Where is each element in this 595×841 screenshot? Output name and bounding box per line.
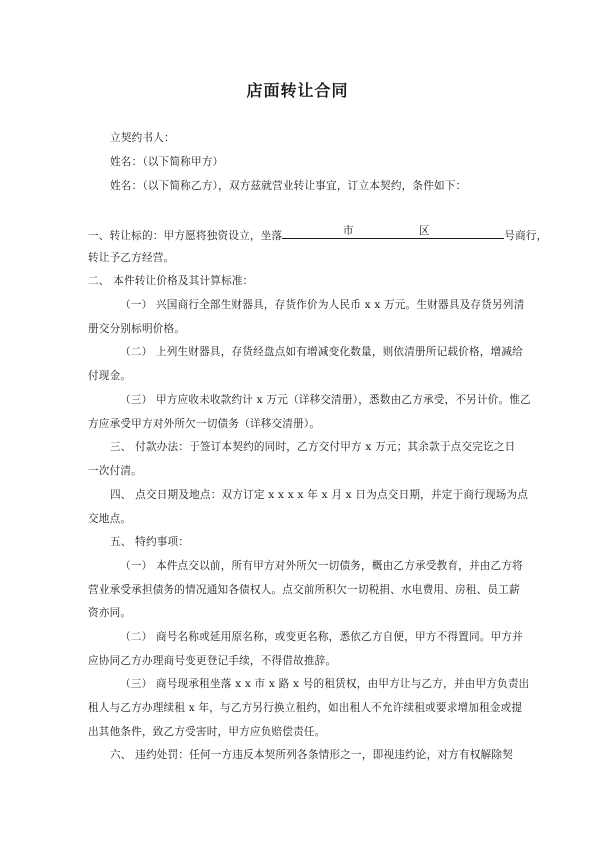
section-5-item-3-line-1: （三） 商号现承租坐落 x x 市 x 路 x 号的租赁权，由甲方让与乙方，并由甲方负责出 bbox=[120, 678, 530, 690]
section-1-prefix: 一、转让标的：甲方愿将独资设立，坐落 bbox=[88, 230, 283, 242]
document-title: 店面转让合同 bbox=[246, 81, 349, 100]
section-4-line-2: 交地点。 bbox=[88, 513, 132, 525]
section-2-item-3-line-1: （三） 甲方应收未收款约计 x 万元（详移交清册），悉数由乙方承受，不另计价。惟乙 bbox=[120, 394, 531, 406]
section-2-item-2-line-2: 付现金。 bbox=[88, 370, 132, 382]
section-1-line-2: 转让予乙方经营。 bbox=[88, 252, 175, 264]
section-5-heading: 五、 特约事项： bbox=[110, 536, 190, 548]
section-5-item-1-line-1: （一） 本件点交以前，所有甲方对外所欠一切债务，概由乙方承受教育，并由乙方将 bbox=[120, 560, 523, 572]
blank-district bbox=[414, 227, 434, 239]
section-5-item-2-line-1: （二） 商号名称或延用原名称，或变更名称，悉依乙方自便，甲方不得置同。甲方并 bbox=[120, 631, 523, 643]
section-5-item-3-line-2: 租人与乙方办理续租 x 年，与乙方另行换立租约，如出租人不允许续租或要求增加租金或提 bbox=[88, 702, 523, 714]
section-2-heading: 二、 本件转让价格及其计算标准： bbox=[88, 275, 254, 287]
section-3-line-2: 一次付清。 bbox=[88, 465, 142, 477]
section-4-line-1: 四、 点交日期及地点：双方订定 x x x x 年 x 月 x 日为点交日期，并定于商行现场为点 bbox=[110, 489, 529, 501]
blank-district-pre bbox=[370, 227, 414, 239]
district-label: 区 bbox=[418, 225, 430, 237]
section-2-item-1-line-2: 册交分别标明价格。 bbox=[88, 323, 186, 335]
section-5-item-1-line-3: 资亦同。 bbox=[88, 607, 132, 619]
section-3-line-1: 三、 付款办法：于签订本契约的同时，乙方交付甲方 x 万元；其余款于点交完讫之日 bbox=[110, 441, 516, 453]
section-1-line-1 bbox=[88, 227, 547, 243]
section-5-item-1-line-2: 营业承受承担债务的情况通知各债权人。点交前所积欠一切税捐、水电费用、房租、员工薪 bbox=[88, 584, 520, 596]
party-b-line: 姓名：（以下简称乙方），双方兹就营业转让事宜，订立本契约，条件如下： bbox=[110, 180, 467, 192]
section-5-item-3-line-3: 出其他条件，致乙方受害时，甲方应负赔偿责任。 bbox=[88, 726, 326, 738]
blank-city bbox=[326, 227, 370, 239]
section-2-item-2-line-1: （二） 上列生财器具，存货经盘点如有增减变化数量，则依清册所记载价格，增减给 bbox=[120, 346, 523, 358]
blank-number bbox=[434, 227, 504, 239]
section-2-item-1-line-1: （一） 兴国商行全部生财器具，存货作价为人民币 x x 万元。生财器具及存货另列清 bbox=[120, 299, 525, 311]
section-5-item-2-line-2: 应协同乙方办理商号变更登记手续，不得借故推辞。 bbox=[88, 655, 337, 667]
signers-line: 立契约书人： bbox=[110, 132, 175, 144]
city-label: 市 bbox=[342, 225, 354, 237]
blank-street bbox=[282, 227, 326, 239]
section-2-item-3-line-2: 方应承受甲方对外所欠一切债务（详移交清册）。 bbox=[88, 418, 321, 430]
section-1-suffix: 号商行， bbox=[504, 230, 548, 242]
section-6-line-1: 六、 违约处罚：任何一方违反本契所列各条情形之一，即视违约论，对方有权解除契 bbox=[110, 749, 513, 761]
party-a-line: 姓名：（以下简称甲方） bbox=[110, 156, 224, 168]
